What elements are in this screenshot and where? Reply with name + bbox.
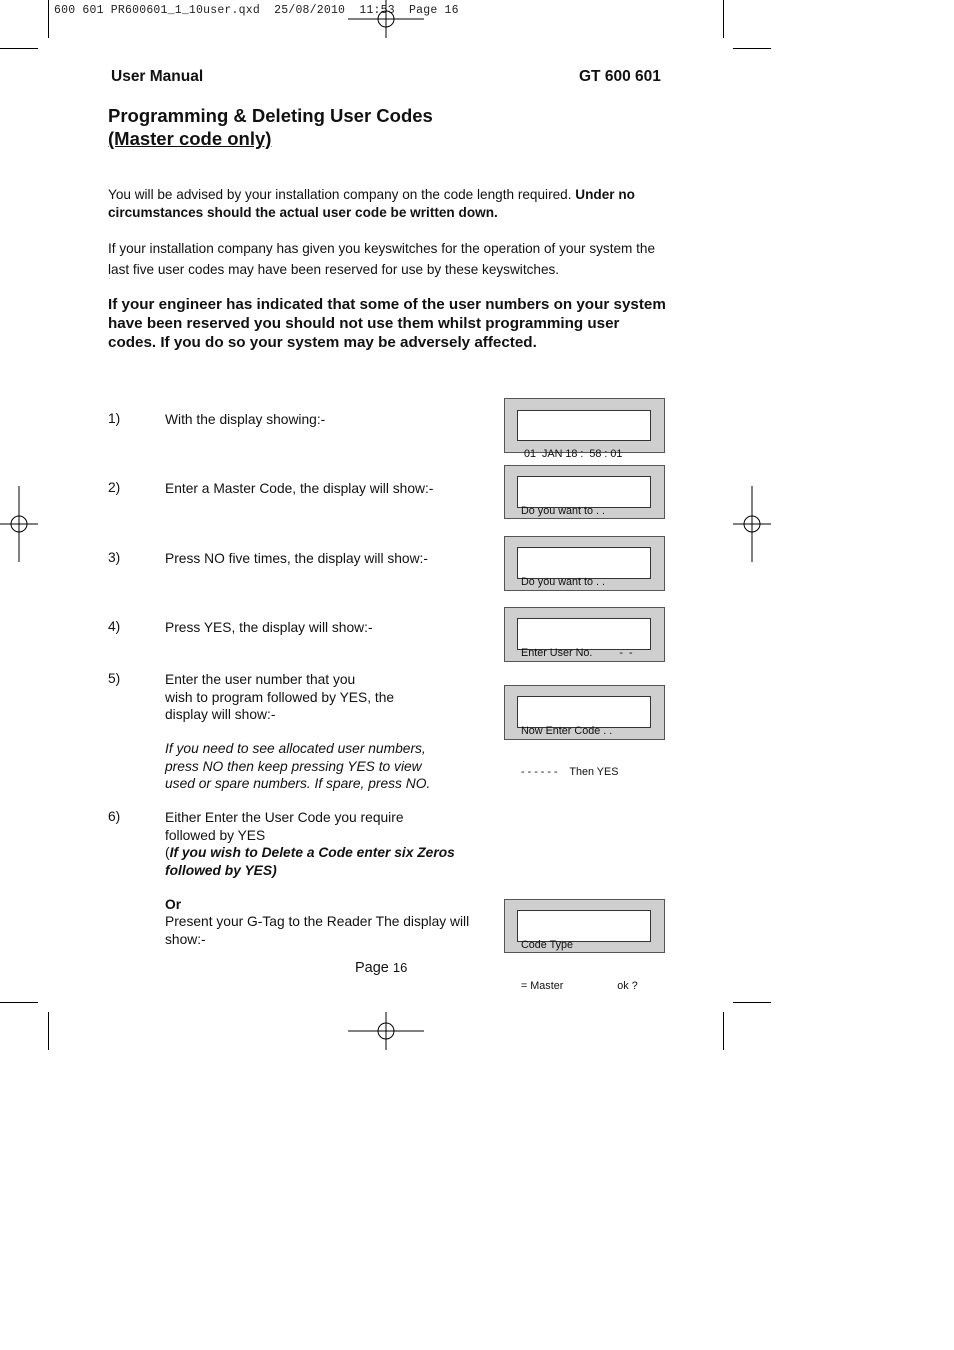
intro-p1-bold: Under no circumstances should the actual user code be written down.	[108, 187, 635, 220]
step-4-text: Press YES, the display will show:-	[165, 620, 373, 635]
lcd-display-5	[504, 685, 665, 778]
step-6-tail: Present your G-Tag to the Reader The display will show:-	[165, 914, 470, 947]
lcd-display-3	[504, 536, 665, 591]
lcd-screen-2	[517, 476, 651, 517]
warning-text: If your engineer has indicated that some of the user numbers on your system have been reserved you should not use them whilst programming user codes. If you do so your system may be adversely affected.	[108, 296, 666, 351]
header-left: User Manual	[111, 68, 204, 85]
page-number	[355, 960, 407, 976]
step-3-text: Press NO five times, the display will show:-	[165, 551, 428, 566]
lcd-display-6	[504, 899, 665, 992]
lcd-screen-1	[517, 410, 651, 460]
step-3-number: 3)	[108, 550, 121, 565]
step-5-text: Enter the user number that you wish to program followed by YES, the display will show:-	[165, 672, 395, 722]
page-title	[108, 104, 433, 150]
intro-paragraph-2: If your installation company has given you keyswitches for the operation of your system the last five user codes may have been reserved for use by these keyswitches.	[108, 241, 656, 277]
lcd-screen-4	[517, 618, 651, 659]
step-5-note: If you need to see allocated user numbers, press NO then keep pressing YES to view used or spare numbers. If spare, press NO.	[165, 741, 431, 791]
lcd-screen-5	[517, 696, 651, 778]
intro-p1-normal: You will be advised by your installation company on the code length required.	[108, 187, 576, 202]
intro-paragraph-1	[108, 186, 668, 222]
lcd-display-4	[504, 607, 665, 662]
step-6-bold-italic: If you wish to Delete a Code enter six Zeros followed by YES)	[165, 845, 455, 878]
step-2-number: 2)	[108, 480, 121, 495]
header-right: GT 600 601	[579, 68, 661, 85]
lcd-2-line-1: Do you want to . .	[521, 505, 606, 517]
step-6-text: Either Enter the User Code you require followed by YES	[165, 810, 404, 843]
lcd-4-line-1: Enter User No. - -	[521, 647, 633, 659]
step-1-text: With the display showing:-	[165, 412, 326, 427]
step-5-number: 5)	[108, 671, 121, 686]
page-label: Page	[355, 960, 389, 976]
lcd-1-line-1: 01 JAN 18 : 58 : 01	[521, 448, 623, 460]
page-number-value: 16	[392, 960, 408, 975]
lcd-screen-6	[517, 910, 651, 992]
step-6-paren: (	[165, 845, 170, 860]
step-6-number: 6)	[108, 809, 121, 824]
step-4-number: 4)	[108, 619, 121, 634]
lcd-display-1	[504, 398, 665, 460]
step-1-number: 1)	[108, 411, 121, 426]
lcd-5-line-1: Now Enter Code . .	[521, 725, 613, 737]
lcd-6-line-1: Code Type	[521, 939, 574, 951]
lcd-screen-3	[517, 547, 651, 588]
step-6-or: Or	[165, 897, 182, 912]
title-line-1: Programming & Deleting User Codes	[108, 105, 433, 126]
lcd-3-line-1: Do you want to . .	[521, 576, 606, 588]
lcd-display-2	[504, 465, 665, 519]
title-line-2: (Master code only)	[108, 128, 272, 149]
step-2-text: Enter a Master Code, the display will show:-	[165, 481, 434, 496]
step-6-delete-note	[165, 844, 495, 879]
print-slug: 600 601 PR600601_1_10user.qxd 25/08/2010 11:53 Page 16	[54, 4, 459, 17]
lcd-5-line-2: - - - - - - Then YES	[521, 765, 619, 778]
lcd-6-line-2: = Master ok ?	[521, 979, 638, 992]
